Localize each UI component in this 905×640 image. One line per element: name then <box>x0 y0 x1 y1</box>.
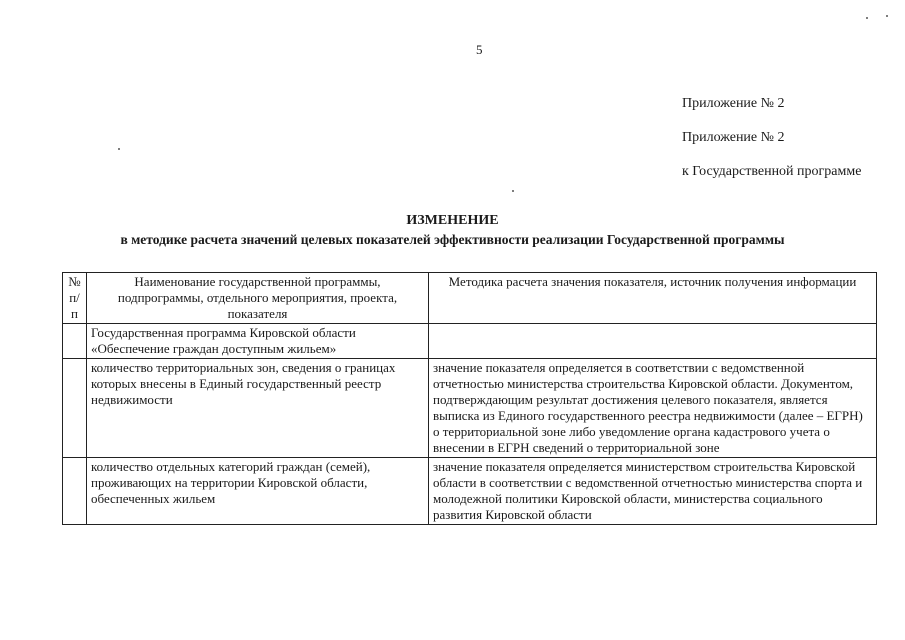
row-number <box>63 359 87 458</box>
header-methodology: Методика расчета значения показателя, источник получения информации <box>429 273 877 324</box>
row-methodology <box>429 324 877 359</box>
appendix-program-reference: к Государственной программе <box>682 164 862 179</box>
document-title: ИЗМЕНЕНИЕ <box>406 213 499 228</box>
appendix-label-repeat: Приложение № 2 <box>682 130 785 145</box>
row-number <box>63 458 87 525</box>
methodology-table <box>62 272 877 525</box>
page-number: 5 <box>476 42 483 57</box>
table-row <box>63 359 877 458</box>
table-header-row <box>63 273 877 324</box>
header-name: Наименование государственной программы, подпрограммы, отдельного мероприятия, проекта, показателя <box>87 273 429 324</box>
document-subtitle: в методике расчета значений целевых показателей эффективности реализации Государственной программы <box>120 232 785 247</box>
appendix-label: Приложение № 2 <box>682 96 785 111</box>
scan-speck <box>512 190 514 192</box>
row-name: количество территориальных зон, сведения о границах которых внесены в Единый государственный реестр недвижимости <box>87 359 429 458</box>
row-number <box>63 324 87 359</box>
scan-speck <box>886 15 888 17</box>
row-name: Государственная программа Кировской области «Обеспечение граждан доступным жильем» <box>87 324 429 359</box>
table-row <box>63 458 877 525</box>
scan-speck <box>118 148 120 150</box>
row-methodology: значение показателя определяется министерством строительства Кировской области в соответствии с ведомственной отчетностью министерства спорта и молодежной политики Кировской области, министерства социального развития Кировской области <box>429 458 877 525</box>
row-name: количество отдельных категорий граждан (семей), проживающих на территории Кировской области, обеспеченных жильем <box>87 458 429 525</box>
table-row <box>63 324 877 359</box>
header-number: № п/п <box>63 273 87 324</box>
row-methodology: значение показателя определяется в соответствии с ведомственной отчетностью министерства строительства Кировской области. Документом, подтверждающим результат достижения целевого показателя, является выписка из Единого государственного реестра недвижимости (далее – ЕГРН) о территориальной зоне либо уведомление органа кадастрового учета о внесении в ЕГРН сведений о территориальной зоне <box>429 359 877 458</box>
scan-speck <box>866 17 868 19</box>
